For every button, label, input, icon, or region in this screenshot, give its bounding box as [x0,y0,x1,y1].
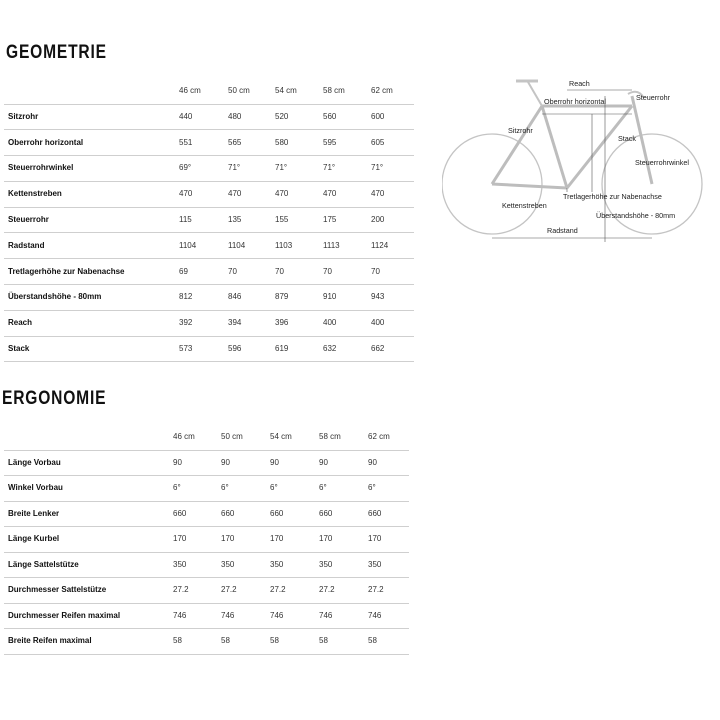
table-row [4,476,409,502]
header-corner [4,424,173,450]
cell-value: 396 [275,310,323,336]
cell-value: 58 [221,629,270,655]
cell-value: 662 [371,336,414,362]
table-row [4,578,409,604]
cell-value: 70 [275,259,323,285]
cell-value: 27.2 [319,578,368,604]
cell-value: 470 [371,181,414,207]
cell-value: 135 [228,207,275,233]
cell-value: 90 [319,450,368,476]
row-label: Breite Reifen maximal [4,629,173,655]
cell-value: 27.2 [173,578,221,604]
ergonomics-table [4,424,409,655]
size-header: 62 cm [371,85,393,95]
cell-value: 70 [371,259,414,285]
cell-value: 394 [228,310,275,336]
row-label: Steuerrohrwinkel [4,156,179,182]
cell-value: 350 [270,552,319,578]
cell-value: 580 [275,130,323,156]
cell-value: 746 [368,603,409,629]
cell-value: 1103 [275,233,323,259]
cell-value: 350 [221,552,270,578]
table-row [4,156,414,182]
row-label: Steuerrohr [4,207,179,233]
cell-value: 1104 [228,233,275,259]
table-row [4,130,414,156]
cell-value: 1124 [371,233,414,259]
cell-value: 6° [319,476,368,502]
size-header: 58 cm [323,85,345,95]
table-row [4,527,409,553]
table-row [4,259,414,285]
cell-value: 70 [228,259,275,285]
cell-value: 470 [275,181,323,207]
size-header: 50 cm [228,85,250,95]
row-label: Länge Kurbel [4,527,173,553]
table-row [4,336,414,362]
wheelbase-label: Radstand [547,226,578,235]
cell-value: 660 [270,501,319,527]
cell-value: 746 [221,603,270,629]
row-label: Radstand [4,233,179,259]
table-row [4,603,409,629]
cell-value: 746 [319,603,368,629]
row-label: Breite Lenker [4,501,173,527]
table-row [4,310,414,336]
cell-value: 632 [323,336,371,362]
table-row [4,233,414,259]
head-tube-label: Steuerrohr [636,93,670,102]
header-corner [4,78,179,104]
row-label: Kettenstreben [4,181,179,207]
cell-value: 660 [319,501,368,527]
table-row [4,450,409,476]
cell-value: 565 [228,130,275,156]
cell-value: 595 [323,130,371,156]
row-label: Tretlagerhöhe zur Nabenachse [4,259,179,285]
cell-value: 155 [275,207,323,233]
cell-value: 350 [173,552,221,578]
cell-value: 6° [221,476,270,502]
cell-value: 58 [173,629,221,655]
table-row [4,552,409,578]
cell-value: 115 [179,207,228,233]
row-label: Oberrohr horizontal [4,130,179,156]
cell-value: 619 [275,336,323,362]
cell-value: 600 [371,104,414,130]
bb-drop-label: Tretlagerhöhe zur Nabenachse [563,192,662,201]
row-label: Reach [4,310,179,336]
size-header: 62 cm [368,431,390,441]
cell-value: 470 [323,181,371,207]
stack-label: Stack [618,134,636,143]
cell-value: 1104 [179,233,228,259]
cell-value: 660 [173,501,221,527]
cell-value: 812 [179,285,228,311]
row-label: Stack [4,336,179,362]
cell-value: 200 [371,207,414,233]
cell-value: 71° [371,156,414,182]
cell-value: 69 [179,259,228,285]
size-header: 46 cm [173,431,195,441]
cell-value: 400 [371,310,414,336]
cell-value: 58 [270,629,319,655]
cell-value: 746 [270,603,319,629]
table-row [4,629,409,655]
cell-value: 6° [270,476,319,502]
cell-value: 58 [368,629,409,655]
table-row [4,285,414,311]
size-header: 50 cm [221,431,243,441]
cell-value: 943 [371,285,414,311]
cell-value: 1113 [323,233,371,259]
reach-label: Reach [569,79,590,88]
standover-label: Überstandshöhe - 80mm [596,211,676,220]
cell-value: 27.2 [368,578,409,604]
head-angle-label: Steuerrohrwinkel [635,158,689,167]
cell-value: 846 [228,285,275,311]
geometry-title: GEOMETRIE [6,42,107,63]
cell-value: 170 [270,527,319,553]
seatpost [528,82,542,106]
cell-value: 58 [319,629,368,655]
cell-value: 90 [270,450,319,476]
row-label: Länge Vorbau [4,450,173,476]
size-header: 58 cm [319,431,341,441]
table-row [4,104,414,130]
cell-value: 71° [275,156,323,182]
cell-value: 440 [179,104,228,130]
cell-value: 520 [275,104,323,130]
cell-value: 560 [323,104,371,130]
cell-value: 910 [323,285,371,311]
size-header: 54 cm [275,85,297,95]
cell-value: 27.2 [221,578,270,604]
row-label: Länge Sattelstütze [4,552,173,578]
table-row [4,181,414,207]
top-tube-label: Oberrohr horizontal [544,97,606,106]
chainstay-label: Kettenstreben [502,201,547,210]
ergonomics-title: ERGONOMIE [2,388,107,409]
size-header: 54 cm [270,431,292,441]
cell-value: 350 [319,552,368,578]
cell-value: 69° [179,156,228,182]
row-label: Überstandshöhe - 80mm [4,285,179,311]
cell-value: 480 [228,104,275,130]
cell-value: 175 [323,207,371,233]
cell-value: 392 [179,310,228,336]
cell-value: 400 [323,310,371,336]
cell-value: 170 [221,527,270,553]
cell-value: 6° [368,476,409,502]
size-header: 46 cm [179,85,201,95]
cell-value: 70 [323,259,371,285]
cell-value: 170 [319,527,368,553]
cell-value: 71° [323,156,371,182]
cell-value: 470 [228,181,275,207]
row-label: Durchmesser Reifen maximal [4,603,173,629]
cell-value: 573 [179,336,228,362]
cell-value: 746 [173,603,221,629]
cell-value: 170 [368,527,409,553]
cell-value: 605 [371,130,414,156]
table-row [4,207,414,233]
cell-value: 350 [368,552,409,578]
cell-value: 71° [228,156,275,182]
row-label: Sitzrohr [4,104,179,130]
cell-value: 90 [221,450,270,476]
cell-value: 90 [173,450,221,476]
cell-value: 27.2 [270,578,319,604]
row-label: Winkel Vorbau [4,476,173,502]
cell-value: 660 [221,501,270,527]
cell-value: 551 [179,130,228,156]
cell-value: 6° [173,476,221,502]
row-label: Durchmesser Sattelstütze [4,578,173,604]
cell-value: 879 [275,285,323,311]
cell-value: 470 [179,181,228,207]
seat-tube-label: Sitzrohr [508,126,533,135]
cell-value: 660 [368,501,409,527]
cell-value: 90 [368,450,409,476]
bike-geometry-diagram [442,74,720,248]
table-row [4,501,409,527]
geometry-table [4,78,414,362]
cell-value: 596 [228,336,275,362]
cell-value: 170 [173,527,221,553]
